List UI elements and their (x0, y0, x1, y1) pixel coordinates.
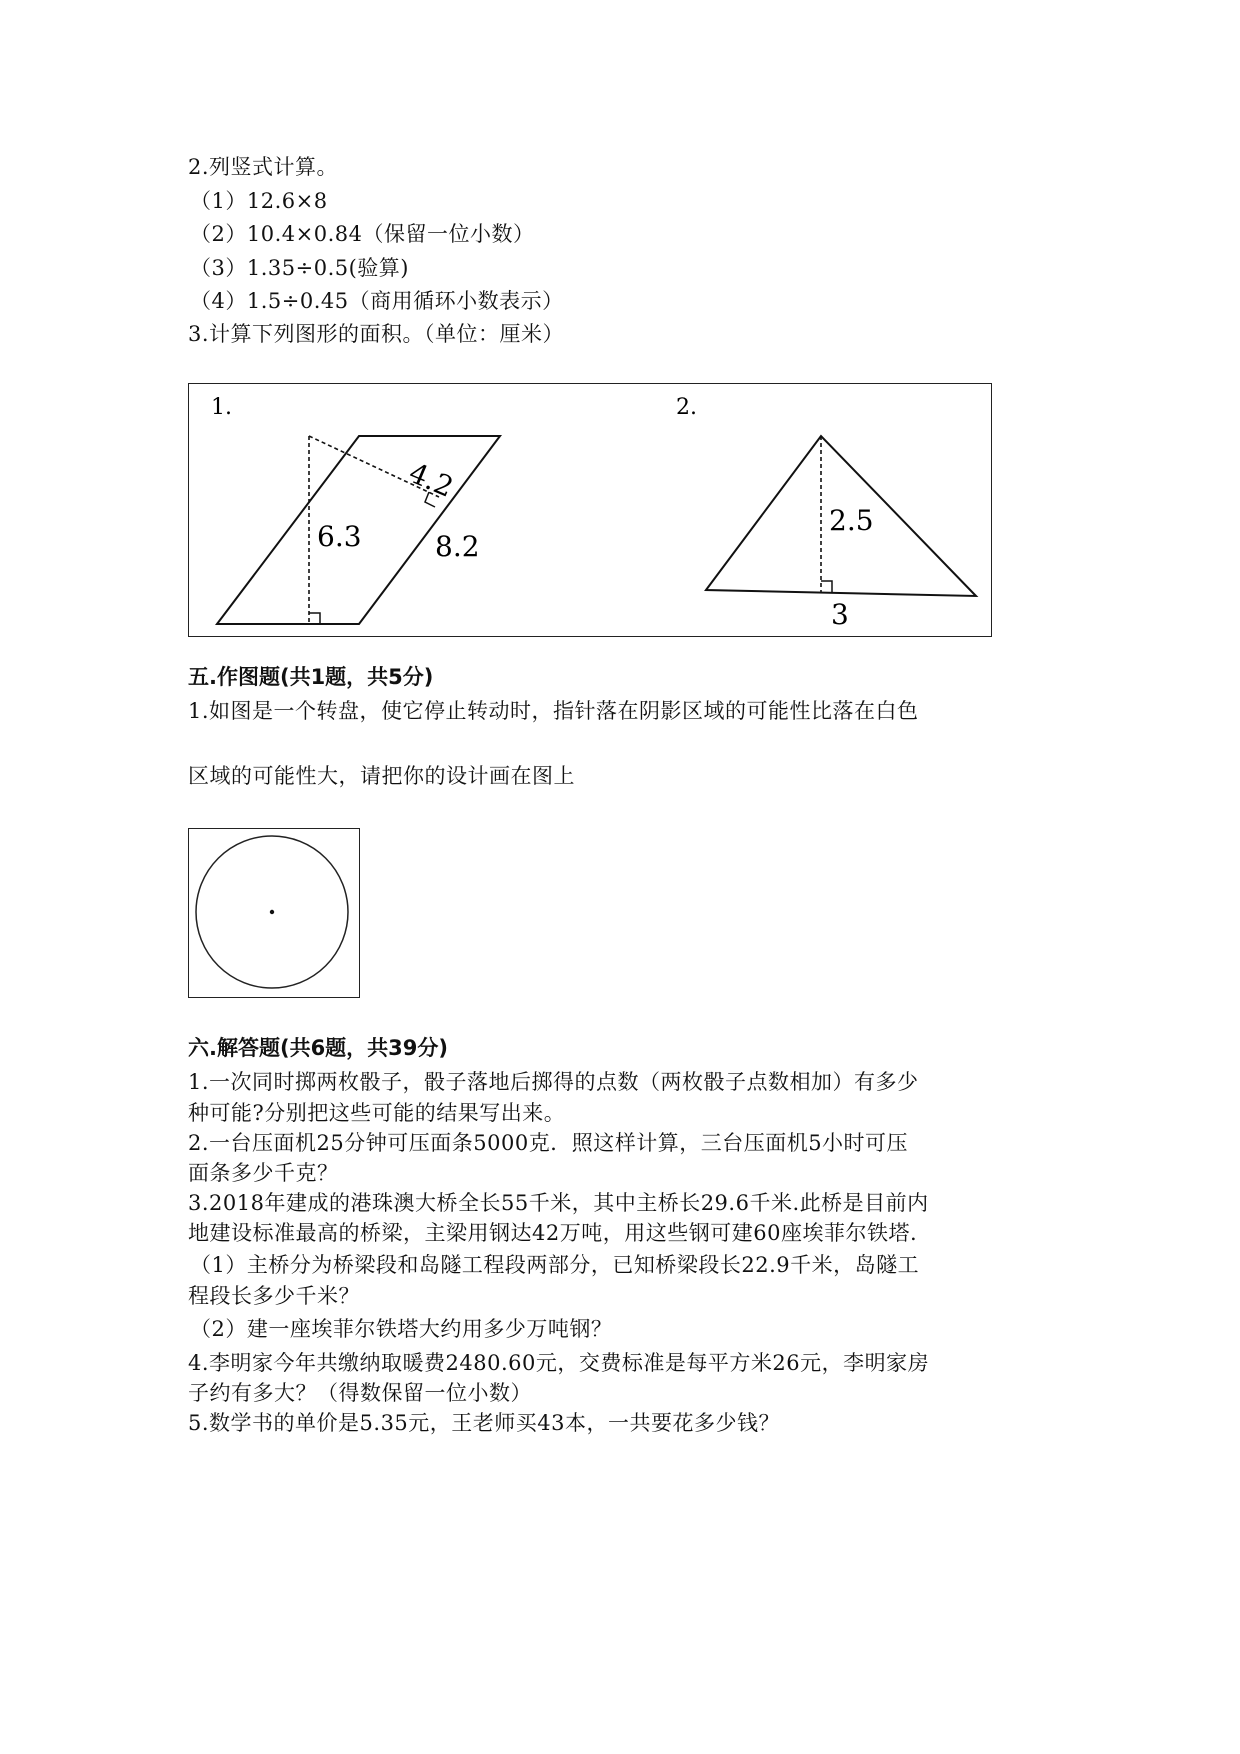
section-5-question-1-line-1: 1.如图是一个转盘，使它停止转动时，指针落在阴影区域的可能性比落在白色 (188, 699, 919, 723)
triangle-height-label: 2.5 (829, 504, 874, 537)
figure-2-label: 2. (676, 395, 697, 420)
question-2-item-3: （3）1.35÷0.5(验算) (190, 256, 409, 280)
spinner-box (188, 828, 360, 998)
parallelogram-height-label: 6.3 (317, 520, 362, 553)
spinner-diagram (189, 829, 359, 997)
section-6-line: （2）建一座埃菲尔铁塔大约用多少万吨钢？ (190, 1317, 613, 1341)
question-2-item-2: （2）10.4×0.84（保留一位小数） (190, 222, 535, 246)
question-2-title: 2.列竖式计算。 (188, 155, 339, 179)
section-6-heading: 六.解答题(共6题，共39分) (188, 1036, 449, 1060)
section-5-heading: 五.作图题(共1题，共5分) (188, 665, 434, 689)
question-2-item-1: （1）12.6×8 (190, 189, 328, 213)
figure-1-label: 1. (211, 395, 232, 420)
section-6-line: 4.李明家今年共缴纳取暖费2480.60元，交费标准是每平方米26元，李明家房 (188, 1351, 930, 1375)
section-6-line: 1.一次同时掷两枚骰子，骰子落地后掷得的点数（两枚骰子点数相加）有多少 (188, 1070, 919, 1094)
triangle-right-angle-mark (821, 581, 832, 592)
triangle-base-label: 3 (831, 598, 849, 631)
question-2-item-4: （4）1.5÷0.45（商用循环小数表示） (190, 289, 564, 313)
spinner-center-dot (270, 910, 274, 914)
section-6-line: （1）主桥分为桥梁段和岛隧工程段两部分，已知桥梁段长22.9千米，岛隧工 (190, 1253, 920, 1277)
parallelogram-side-label: 8.2 (435, 530, 480, 563)
section-6-line: 3.2018年建成的港珠澳大桥全长55千米，其中主桥长29.6千米.此桥是目前内 (188, 1191, 929, 1215)
section-6-line: 程段长多少千米？ (188, 1284, 360, 1308)
section-6-line: 子约有多大？（得数保留一位小数） (188, 1381, 532, 1405)
section-6-line: 地建设标准最高的桥梁，主梁用钢达42万吨，用这些钢可建60座埃菲尔铁塔. (188, 1221, 918, 1245)
area-figures-box (188, 383, 992, 637)
section-6-line: 5.数学书的单价是5.35元，王老师买43本，一共要花多少钱？ (188, 1411, 781, 1435)
section-6-line: 面条多少千克？ (188, 1161, 339, 1185)
area-figures-diagram (189, 384, 991, 636)
question-3-title: 3.计算下列图形的面积。（单位：厘米） (188, 322, 565, 346)
parallelogram-right-angle-mark-bottom (309, 613, 320, 624)
parallelogram-perpendicular-label: 4.2 (404, 456, 459, 504)
section-5-question-1-line-2: 区域的可能性大，请把你的设计画在图上 (188, 764, 575, 788)
section-6-line: 2.一台压面机25分钟可压面条5000克．照这样计算，三台压面机5小时可压 (188, 1131, 909, 1155)
section-6-line: 种可能?分别把这些可能的结果写出来。 (188, 1101, 566, 1125)
